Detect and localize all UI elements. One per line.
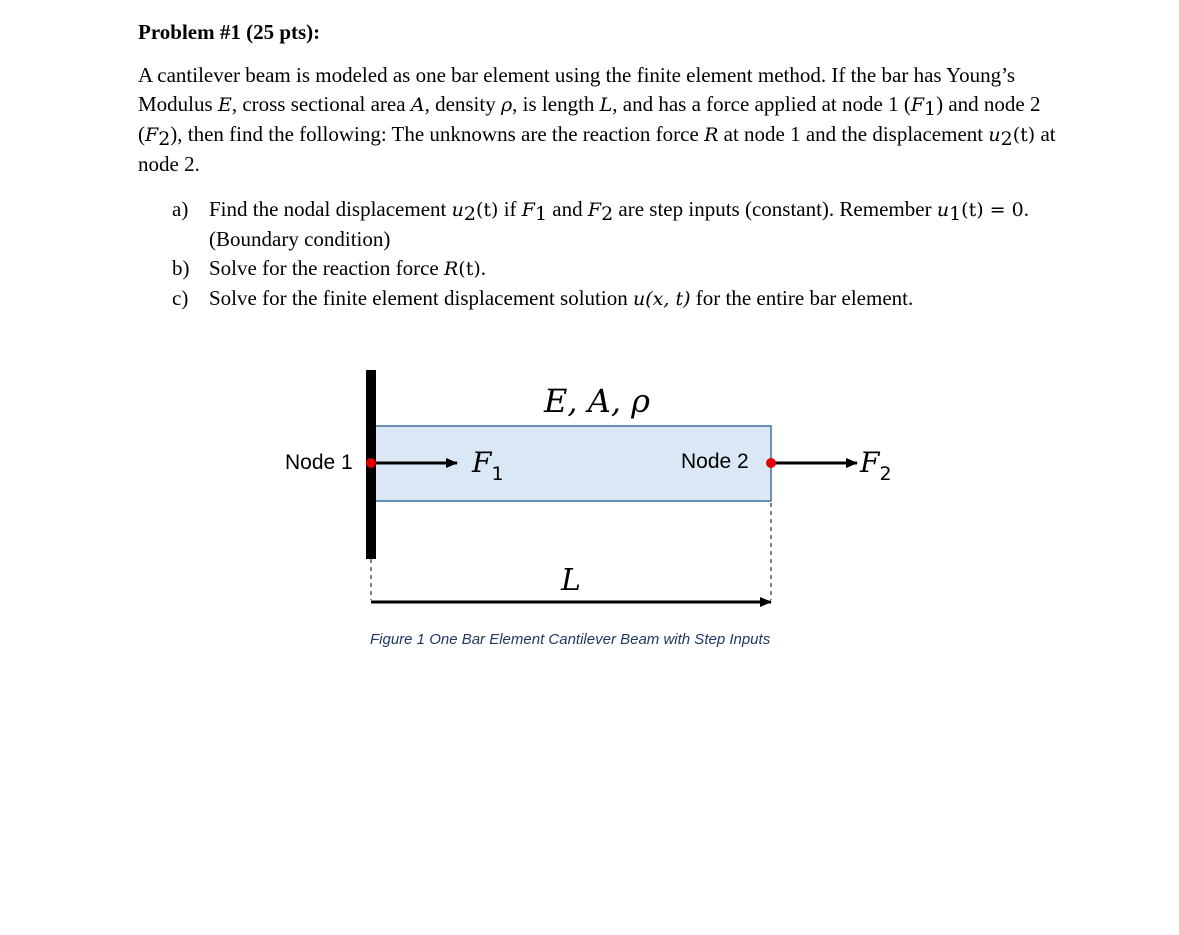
force-f2-label bbox=[860, 446, 892, 485]
statement-text: , density bbox=[424, 92, 501, 116]
symbol-u: u bbox=[632, 288, 646, 310]
node-1-dot bbox=[366, 458, 376, 468]
question-label: b) bbox=[172, 256, 190, 280]
question-label: c) bbox=[172, 286, 189, 310]
question-text: Solve for the finite element displacement solution bbox=[209, 286, 633, 310]
symbol-of-t: (t) bbox=[1012, 124, 1036, 146]
symbol-R: R bbox=[443, 258, 459, 280]
equals-zero: = 0 bbox=[983, 199, 1024, 221]
node-1-label: Node 1 bbox=[285, 451, 353, 474]
statement-text: ), then find the following: The unknowns are the reaction force bbox=[170, 122, 705, 146]
symbol-u: u bbox=[988, 124, 1001, 146]
symbol-u: u bbox=[936, 199, 950, 221]
symbol-args: (x, t) bbox=[645, 288, 691, 310]
statement-text: , and has a force applied at node 1 ( bbox=[612, 92, 911, 116]
symbol-L: L bbox=[599, 94, 613, 116]
f1-main: F bbox=[472, 446, 492, 479]
subscript-2: 2 bbox=[1000, 128, 1013, 150]
symbol-rho: ρ bbox=[500, 94, 513, 116]
question-text: Find the nodal displacement bbox=[209, 197, 452, 221]
symbol-F: F bbox=[145, 124, 159, 146]
question-text: . (Boundary condition) bbox=[209, 197, 1029, 251]
statement-text: ) and node 2 ( bbox=[138, 92, 1041, 146]
symbol-R: R bbox=[704, 124, 719, 146]
symbol-of-t: (t) bbox=[475, 199, 499, 221]
symbol-F: F bbox=[910, 94, 925, 116]
question-text: and bbox=[547, 197, 588, 221]
statement-text: at node 2. bbox=[138, 122, 1056, 176]
subscript-2: 2 bbox=[463, 203, 476, 225]
figure-caption: Figure 1 One Bar Element Cantilever Beam with Step Inputs bbox=[370, 631, 771, 648]
symbol-u: u bbox=[451, 199, 464, 221]
subscript-2: 2 bbox=[601, 203, 614, 225]
symbol-of-t: (t) bbox=[458, 258, 481, 280]
statement-text: , cross sectional area bbox=[231, 92, 411, 116]
symbol-of-t: (t) bbox=[961, 199, 984, 221]
f2-subscript: 2 bbox=[879, 463, 892, 485]
question-text: for the entire bar element. bbox=[690, 286, 914, 310]
question-label: a) bbox=[172, 197, 189, 221]
question-text: are step inputs (constant). Remember bbox=[613, 197, 937, 221]
subscript-1: 1 bbox=[924, 98, 937, 120]
statement-text: A cantilever beam is modeled as one bar element using the finite element method. If the bar has Young’s Modulus bbox=[138, 63, 1016, 116]
length-label: L bbox=[561, 563, 581, 598]
force-f1-label bbox=[472, 446, 504, 485]
subscript-2: 2 bbox=[158, 128, 171, 150]
f1-subscript: 1 bbox=[491, 463, 504, 485]
symbol-E: E bbox=[217, 94, 232, 116]
node-2-label: Node 2 bbox=[681, 450, 749, 473]
question-text: Solve for the reaction force bbox=[209, 256, 444, 280]
question-text: if bbox=[498, 197, 522, 221]
subscript-1: 1 bbox=[534, 203, 548, 225]
bar-properties-label: E, A, ρ bbox=[544, 382, 650, 420]
f2-main: F bbox=[860, 446, 880, 479]
statement-text: , is length bbox=[512, 92, 600, 116]
statement-text: at node 1 and the displacement bbox=[718, 122, 989, 146]
question-text: . bbox=[480, 256, 487, 280]
symbol-F: F bbox=[521, 199, 535, 221]
symbol-A: A bbox=[410, 94, 425, 116]
subscript-1: 1 bbox=[949, 203, 962, 225]
symbol-F: F bbox=[587, 199, 602, 221]
node-2-dot bbox=[766, 458, 776, 468]
problem-title: Problem #1 (25 pts): bbox=[138, 20, 321, 44]
